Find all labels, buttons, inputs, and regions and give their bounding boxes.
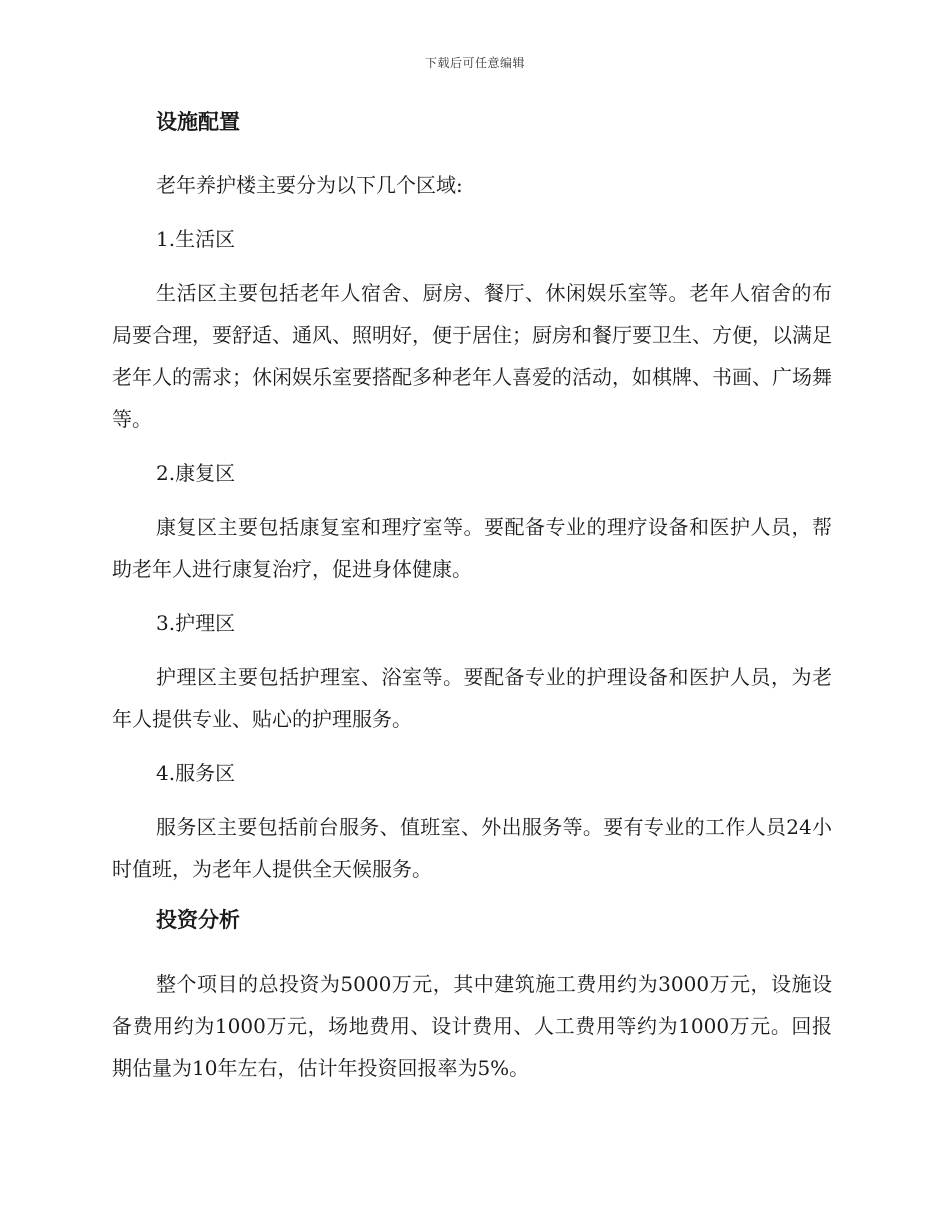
facilities-intro: 老年养护楼主要分为以下几个区域:	[156, 173, 463, 198]
living-paragraph: 生活区主要包括老年人宿舍、厨房、餐厅、休闲娱乐室等。老年人宿舍的布局要合理，要舒适、通风、照明好，便于居住；厨房和餐厅要卫生、方便，以满足老年人的需求；休闲娱乐室要搭配多种老年人喜爱的活动，如棋牌、书画、广场舞等。	[112, 281, 832, 432]
subsection-title-living: 1.生活区	[156, 227, 236, 252]
page-header-note: 下载后可任意编辑	[424, 56, 525, 70]
service-paragraph: 服务区主要包括前台服务、值班室、外出服务等。要有专业的工作人员24小时值班，为老年人提供全天候服务。	[112, 815, 832, 882]
subsection-title-care: 3.护理区	[156, 611, 236, 636]
care-paragraph: 护理区主要包括护理室、浴室等。要配备专业的护理设备和医护人员，为老年人提供专业、贴心的护理服务。	[112, 665, 832, 732]
subsection-title-rehab: 2.康复区	[156, 461, 236, 486]
rehab-paragraph: 康复区主要包括康复室和理疗室等。要配备专业的理疗设备和医护人员，帮助老年人进行康复治疗，促进身体健康。	[112, 515, 832, 582]
section-title-facilities: 设施配置	[156, 109, 240, 134]
document-body	[112, 108, 832, 1101]
investment-paragraph: 整个项目的总投资为5000万元，其中建筑施工费用约为3000万元，设施设备费用约为1000万元，场地费用、设计费用、人工费用等约为1000万元。回报期估量为10年左右，估计年投资回报率为5%。	[112, 971, 832, 1080]
section-title-investment: 投资分析	[156, 907, 240, 933]
subsection-title-service: 4.服务区	[156, 761, 236, 786]
